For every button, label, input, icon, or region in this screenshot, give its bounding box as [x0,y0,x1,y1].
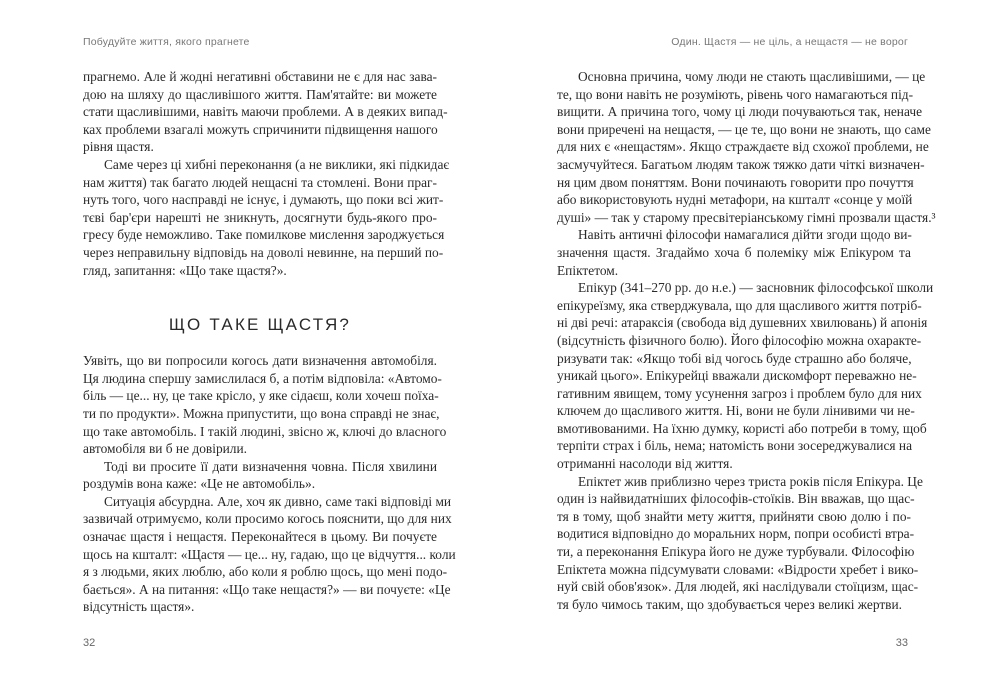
text-line: прагнемо. Але й жодні негативні обставини не є для нас зава- [83,69,437,84]
text-line: ти, а переконання Епікура його не дуже турбували. Філософію [557,544,915,560]
text-line: водитися відповідно до моральних норм, попри особисті втра- [557,526,915,542]
left-page [0,0,495,683]
text-line: нуй свій обов'язок». Для людей, які наслідували стоїцизм, щас- [557,579,919,595]
text-line: тя в тому, щоб знайти мету життя, прийняти свою долю і по- [557,508,911,524]
text-line: я з людьми, яких люблю, або коли я роблю щось, що мені подо- [83,564,448,580]
text-line: Епікур (341–270 рр. до н.е.) — засновник філософської школи [578,280,934,296]
paragraph [557,226,911,279]
text-line: ризувати так: «Якщо тобі від чогось буде страшно або боляче, [557,350,912,366]
text-line: дою на шляху до щасливішого життя. Пам'ятайте: ви можете [83,86,437,102]
text-line: отриманні насолоди від життя. [557,456,733,472]
text-line: ти по продукти». Можна припустити, що вона справді не знає, [83,405,440,421]
text-line: через неправильну відповідь на доволі невинне, на перший по- [83,244,444,260]
text-line: один із найвидатніших філософів-стоїків. Він вважав, що щас- [557,491,915,507]
text-line: Епіктет жив приблизно через триста років після Епікура. Це [578,473,923,489]
text-line: стати щасливішими, навіть маючи проблеми. А в деяких випад- [83,104,448,120]
text-line: бається». А на питання: «Що таке нещастя?» — ви почуєте: «Це [83,581,451,597]
text-line: для них є «нещастям». Якщо страждаєте від схожої проблеми, не [557,139,929,155]
text-line: ках проблеми взагалі можуть спричинити підвищення нашого [83,121,438,137]
paragraph [83,458,437,493]
text-line: щось на кшталт: «Щастя — це... ну, гадаю, що це відчуття... коли [83,546,456,562]
text-line: (відсутність фізичного болю). Його філософію можна охаракте- [557,332,922,348]
text-line: Основна причина, чому люди не стають щасливішими, — це [578,69,926,84]
paragraph [557,473,923,614]
text-line: нам життя) так багато людей нещасні та стомлені. Вони праг- [83,174,437,190]
text-line: Саме через ці хибні переконання (а не виклики, які підкидає [104,156,450,172]
paragraph [557,68,936,226]
text-line: або використовують нудні метафори, на кшталт «сонце у моїй [557,192,913,208]
paragraph [83,68,448,156]
text-line: означає щастя і нещастя. Переконайтеся в цьому. Ви почуєте [83,529,437,545]
text-line: Ця людина спершу замислилася б, а потім відповіла: «Автомо- [83,370,442,386]
right-page [496,0,991,683]
text-line: що таке автомобіль. І такій людині, звісно ж, ключі до власного [83,423,447,439]
running-head: Побудуйте життя, якого прагнете [83,36,250,48]
text-line: значення щастя. Згадаймо хоча б полеміку між Епікуром та [557,244,911,260]
text-line: душі» — так у старому пресвітеріанському гімні прозвали щастя.³ [557,209,936,225]
text-line: рівня щастя. [83,139,154,155]
text-line: нуть того, чого насправді не існує, і думають, що поки всі жит- [83,192,444,208]
page-number: 32 [83,637,96,649]
paragraph [557,279,934,473]
text-line: епікуреїзму, яка стверджувала, що для щасливого життя потріб- [557,297,922,313]
text-line: відсутність щастя». [83,599,195,615]
text-line: вони приречені на нещастя, — це те, що вони не знають, що саме [557,121,931,137]
text-line: Навіть античні філософи намагалися дійти згоди щодо ви- [578,227,912,243]
text-line: ключем до щасливого життя. Ні, вони не були лінивими чи не- [557,403,915,419]
text-line: засмучуйтеся. Багатьом людям також тяжко дати чіткі визначен- [557,156,925,172]
text-line: біль — це... ну, це таке крісло, у яке сідаєш, коли хочеш поїха- [83,388,439,404]
text-line: терпіти страх і біль, нема; натомість вони зосереджувалися на [557,438,913,454]
text-line: гляд, запитання: «Що таке щастя?». [83,262,287,278]
text-line: вмотивованими. На їхню думку, користі або потреби в тому, щоб [557,420,927,436]
paragraph [83,352,447,458]
text-line: ня цим двом поняттям. Вони починають говорити про почуття [557,174,914,190]
text-line: гресу буде неможливо. Таке помилкове мислення зароджується [83,227,445,243]
text-line: уникай цього». Епікурейці вважали дискомфорт переважно не- [557,368,917,384]
page-body [83,68,456,616]
text-line: Ситуація абсурдна. Але, хоч як дивно, саме такі відповіді ми [104,493,452,509]
text-line: Епіктета можна підсумувати словами: «Відрости хребет і вико- [557,561,919,577]
text-line: Тоді ви просите її дати визначення човна. Після хвилини [104,458,437,474]
page-body [557,68,936,613]
text-line: тя було чимось таким, що здобувається через великі жертви. [557,596,903,612]
text-line: тєві бар'єри нарешті не зникнуть, досягнути будь-якого про- [83,209,437,225]
text-line: те, що вони навіть не розуміють, рівень чого намагаються під- [557,86,914,102]
text-line: ні дві речі: атараксія (свобода від душевних хвилювань) й апонія [557,315,928,331]
text-line: автомобіля ви б не довірили. [83,441,248,457]
text-line: Епіктетом. [557,262,619,278]
page-number: 33 [895,637,908,649]
text-line: гативним явищем, тому усунення загроз і проблем було для них [557,385,922,401]
section-heading: ЩО ТАКЕ ЩАСТЯ? [168,315,352,335]
text-line: роздумів вона каже: «Це не автомобіль». [83,476,316,492]
paragraph [83,156,450,279]
text-line: Уявіть, що ви попросили когось дати визначення автомобіля. [83,353,437,369]
text-line: вищити. А причина того, чому ці люди почуваються так, неначе [557,104,923,120]
text-line: зазвичай отримуємо, коли просимо когось пояснити, що для них [83,511,452,527]
paragraph [83,493,456,616]
running-head: Один. Щастя — не ціль, а нещастя — не ворог [671,36,908,48]
